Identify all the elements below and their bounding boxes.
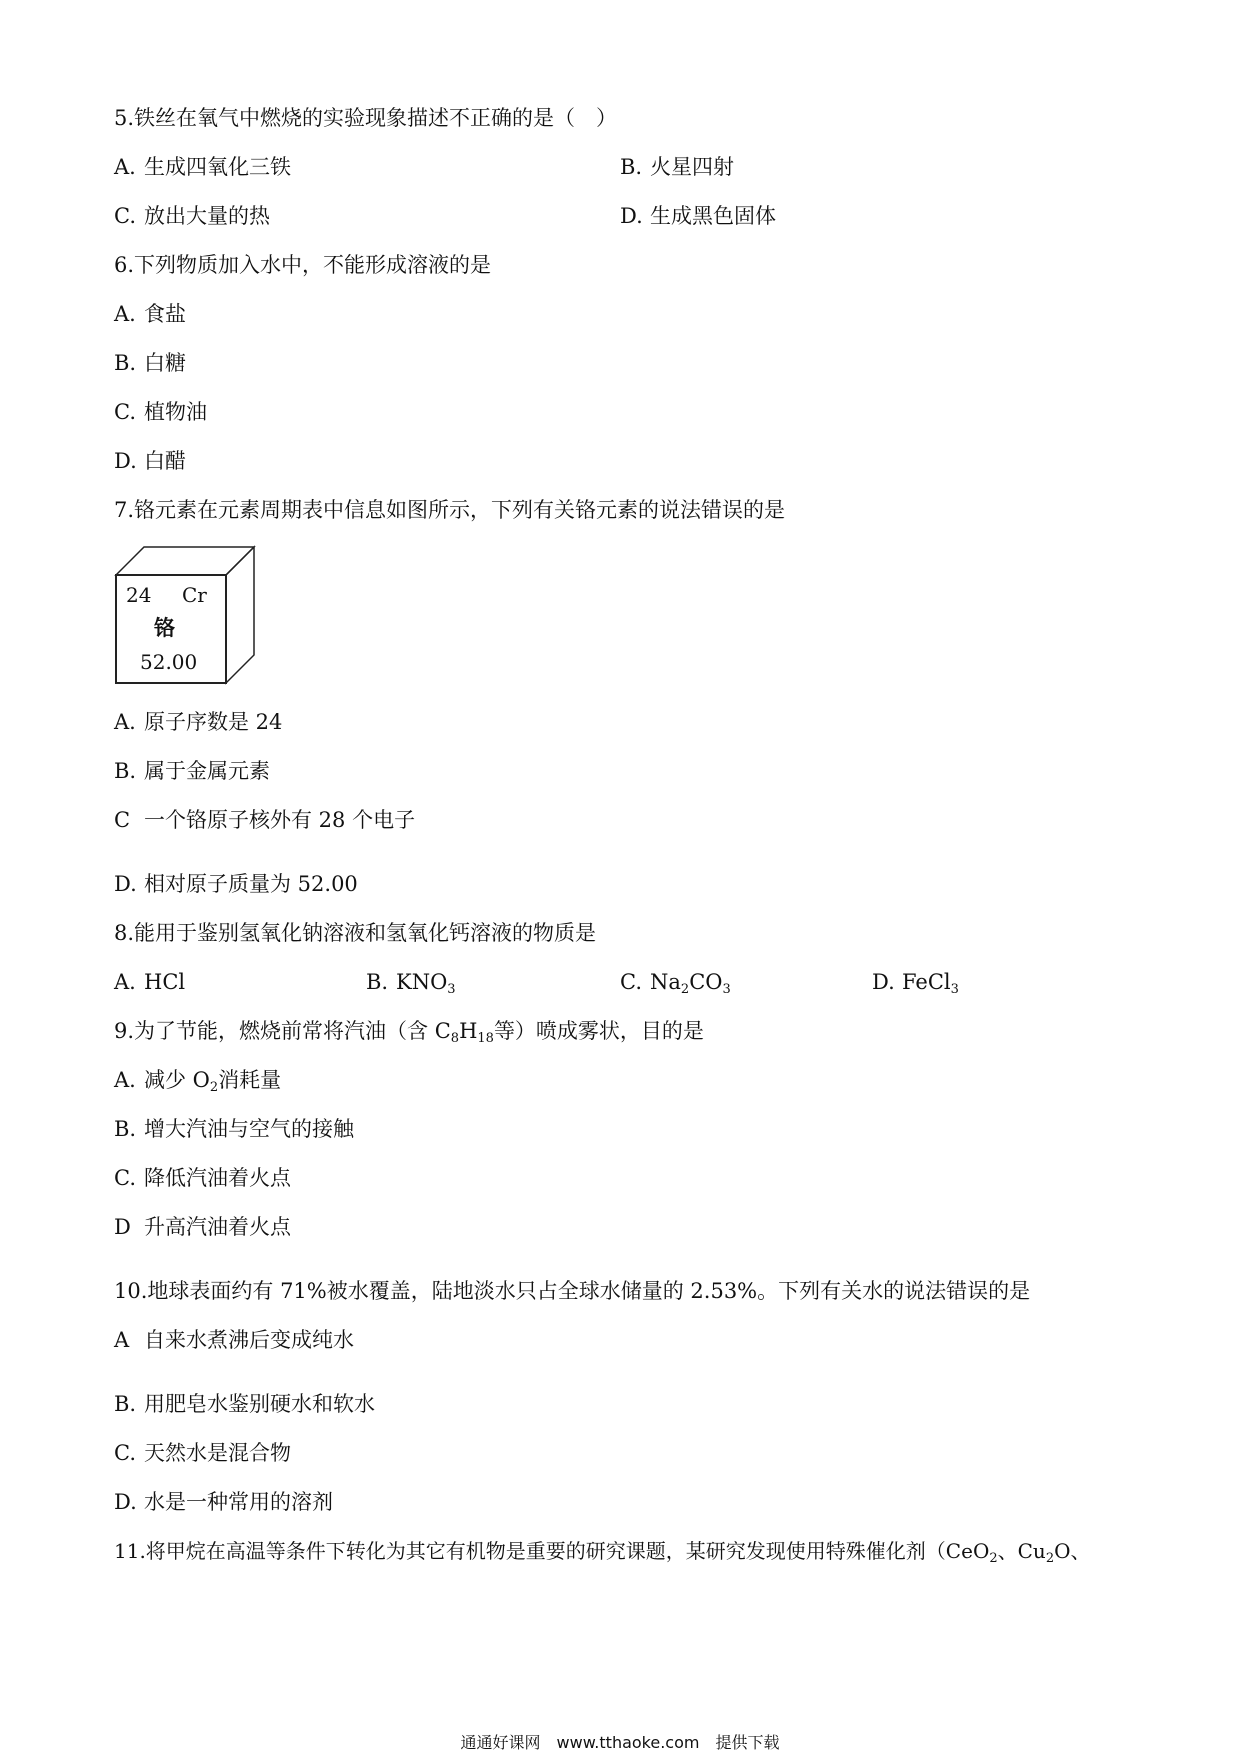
subscript: 3 bbox=[447, 982, 456, 997]
q9-option-d[interactable] bbox=[114, 1213, 291, 1241]
option-text: 用肥皂水鉴别硬水和软水 bbox=[144, 1392, 375, 1416]
option-text: 放出大量的热 bbox=[144, 204, 270, 228]
option-text: 生成四氧化三铁 bbox=[144, 155, 291, 179]
q7-option-a[interactable] bbox=[114, 708, 282, 736]
subscript: 2 bbox=[209, 1080, 219, 1095]
q5-option-d[interactable] bbox=[620, 202, 776, 230]
q8-option-d[interactable] bbox=[872, 968, 959, 996]
option-text: 自来水煮沸后变成纯水 bbox=[144, 1328, 354, 1352]
q6-option-d[interactable] bbox=[114, 447, 186, 475]
option-letter: A. bbox=[114, 710, 136, 734]
stem-part: H bbox=[459, 1019, 478, 1043]
subscript: 3 bbox=[950, 982, 959, 997]
option-text: HCl bbox=[144, 970, 186, 994]
q6-option-a[interactable] bbox=[114, 300, 186, 328]
q5-stem: 5.铁丝在氧气中燃烧的实验现象描述不正确的是（ ） bbox=[114, 106, 618, 130]
option-text: KNO bbox=[396, 970, 448, 994]
q10-stem: 10.地球表面约有 71%被水覆盖，陆地淡水只占全球水储量的 2.53%。下列有关水的说法错误的是 bbox=[114, 1279, 1031, 1303]
option-text: 原子序数是 24 bbox=[144, 710, 283, 734]
element-name: 铬 bbox=[154, 616, 175, 640]
option-letter: C. bbox=[114, 1166, 136, 1190]
option-text: 生成黑色固体 bbox=[650, 204, 776, 228]
subscript: 2 bbox=[1045, 1551, 1055, 1566]
option-letter: C. bbox=[114, 400, 136, 424]
option-letter: B. bbox=[366, 970, 389, 994]
option-text: 食盐 bbox=[144, 302, 186, 326]
option-text-part2: CO bbox=[689, 970, 723, 994]
stem-part: O、 bbox=[1054, 1539, 1091, 1563]
option-letter: D. bbox=[620, 204, 643, 228]
q9-option-c[interactable] bbox=[114, 1164, 291, 1192]
atomic-number: 24 bbox=[126, 583, 152, 607]
q5-option-b[interactable] bbox=[620, 153, 734, 181]
option-text: 白醋 bbox=[144, 449, 186, 473]
option-letter: D. bbox=[114, 449, 137, 473]
option-letter: D. bbox=[872, 970, 895, 994]
q11-stem bbox=[114, 1537, 1091, 1565]
option-letter: B. bbox=[114, 759, 137, 783]
option-text: 天然水是混合物 bbox=[144, 1441, 291, 1465]
q7-option-d[interactable] bbox=[114, 870, 358, 898]
q5-option-c[interactable] bbox=[114, 202, 270, 230]
stem-part: 等）喷成雾状，目的是 bbox=[493, 1019, 704, 1043]
option-letter: B. bbox=[620, 155, 643, 179]
q6-option-c[interactable] bbox=[114, 398, 207, 426]
option-text: FeCl bbox=[902, 970, 951, 994]
option-letter: A. bbox=[114, 1068, 136, 1092]
page-footer-source: 通通好课网 www.tthaoke.com 提供下载 bbox=[460, 1733, 780, 1752]
option-text: 增大汽油与空气的接触 bbox=[144, 1117, 354, 1141]
q9-stem bbox=[114, 1017, 704, 1045]
option-letter: D. bbox=[114, 1490, 137, 1514]
q10-option-d[interactable] bbox=[114, 1488, 333, 1516]
q9-option-b[interactable] bbox=[114, 1115, 354, 1143]
option-text-part2: 消耗量 bbox=[218, 1068, 282, 1092]
option-text: 白糖 bbox=[144, 351, 186, 375]
element-symbol: Cr bbox=[182, 583, 207, 607]
option-text: 降低汽油着火点 bbox=[144, 1166, 291, 1190]
subscript: 3 bbox=[722, 982, 731, 997]
option-letter: A. bbox=[114, 155, 136, 179]
q8-stem: 8.能用于鉴别氢氧化钠溶液和氢氧化钙溶液的物质是 bbox=[114, 921, 597, 945]
q9-option-a[interactable] bbox=[114, 1066, 281, 1094]
option-letter: B. bbox=[114, 1392, 137, 1416]
option-letter: C bbox=[114, 808, 131, 832]
q8-option-c[interactable] bbox=[620, 968, 731, 996]
subscript: 18 bbox=[477, 1031, 494, 1046]
option-letter: C. bbox=[114, 204, 136, 228]
q6-option-b[interactable] bbox=[114, 349, 186, 377]
q7-stem: 7.铬元素在元素周期表中信息如图所示，下列有关铬元素的说法错误的是 bbox=[114, 498, 786, 522]
option-text: 属于金属元素 bbox=[144, 759, 270, 783]
q10-option-a[interactable] bbox=[114, 1326, 354, 1354]
q7-option-c[interactable] bbox=[114, 806, 415, 834]
option-text: Na bbox=[650, 970, 681, 994]
stem-part: 、Cu bbox=[997, 1539, 1046, 1563]
subscript: 2 bbox=[989, 1551, 998, 1566]
option-text: 升高汽油着火点 bbox=[144, 1215, 291, 1239]
option-letter: C. bbox=[620, 970, 642, 994]
q8-option-b[interactable] bbox=[366, 968, 456, 996]
stem-part: 9.为了节能，燃烧前常将汽油（含 C bbox=[114, 1019, 451, 1043]
option-text: 植物油 bbox=[144, 400, 207, 424]
option-text: 火星四射 bbox=[650, 155, 734, 179]
atomic-mass: 52.00 bbox=[140, 650, 198, 674]
subscript: 2 bbox=[680, 982, 690, 997]
option-letter: B. bbox=[114, 351, 137, 375]
q6-stem: 6.下列物质加入水中，不能形成溶液的是 bbox=[114, 253, 492, 277]
element-cell-chromium bbox=[114, 545, 256, 685]
q8-option-a[interactable] bbox=[114, 968, 185, 996]
option-text: 减少 O bbox=[144, 1068, 210, 1092]
option-letter: D. bbox=[114, 872, 137, 896]
option-text: 水是一种常用的溶剂 bbox=[144, 1490, 333, 1514]
subscript: 8 bbox=[450, 1031, 460, 1046]
stem-part: 11.将甲烷在高温等条件下转化为其它有机物是重要的研究课题，某研究发现使用特殊催化剂（CeO bbox=[114, 1539, 990, 1563]
option-letter: A. bbox=[114, 302, 136, 326]
q10-option-c[interactable] bbox=[114, 1439, 291, 1467]
option-letter: B. bbox=[114, 1117, 137, 1141]
option-letter: A bbox=[114, 1328, 130, 1352]
q7-option-b[interactable] bbox=[114, 757, 270, 785]
option-letter: D bbox=[114, 1215, 131, 1239]
option-text: 相对原子质量为 52.00 bbox=[144, 872, 358, 896]
q5-option-a[interactable] bbox=[114, 153, 291, 181]
option-letter: A. bbox=[114, 970, 136, 994]
q10-option-b[interactable] bbox=[114, 1390, 375, 1418]
option-text: 一个铬原子核外有 28 个电子 bbox=[144, 808, 416, 832]
option-letter: C. bbox=[114, 1441, 136, 1465]
